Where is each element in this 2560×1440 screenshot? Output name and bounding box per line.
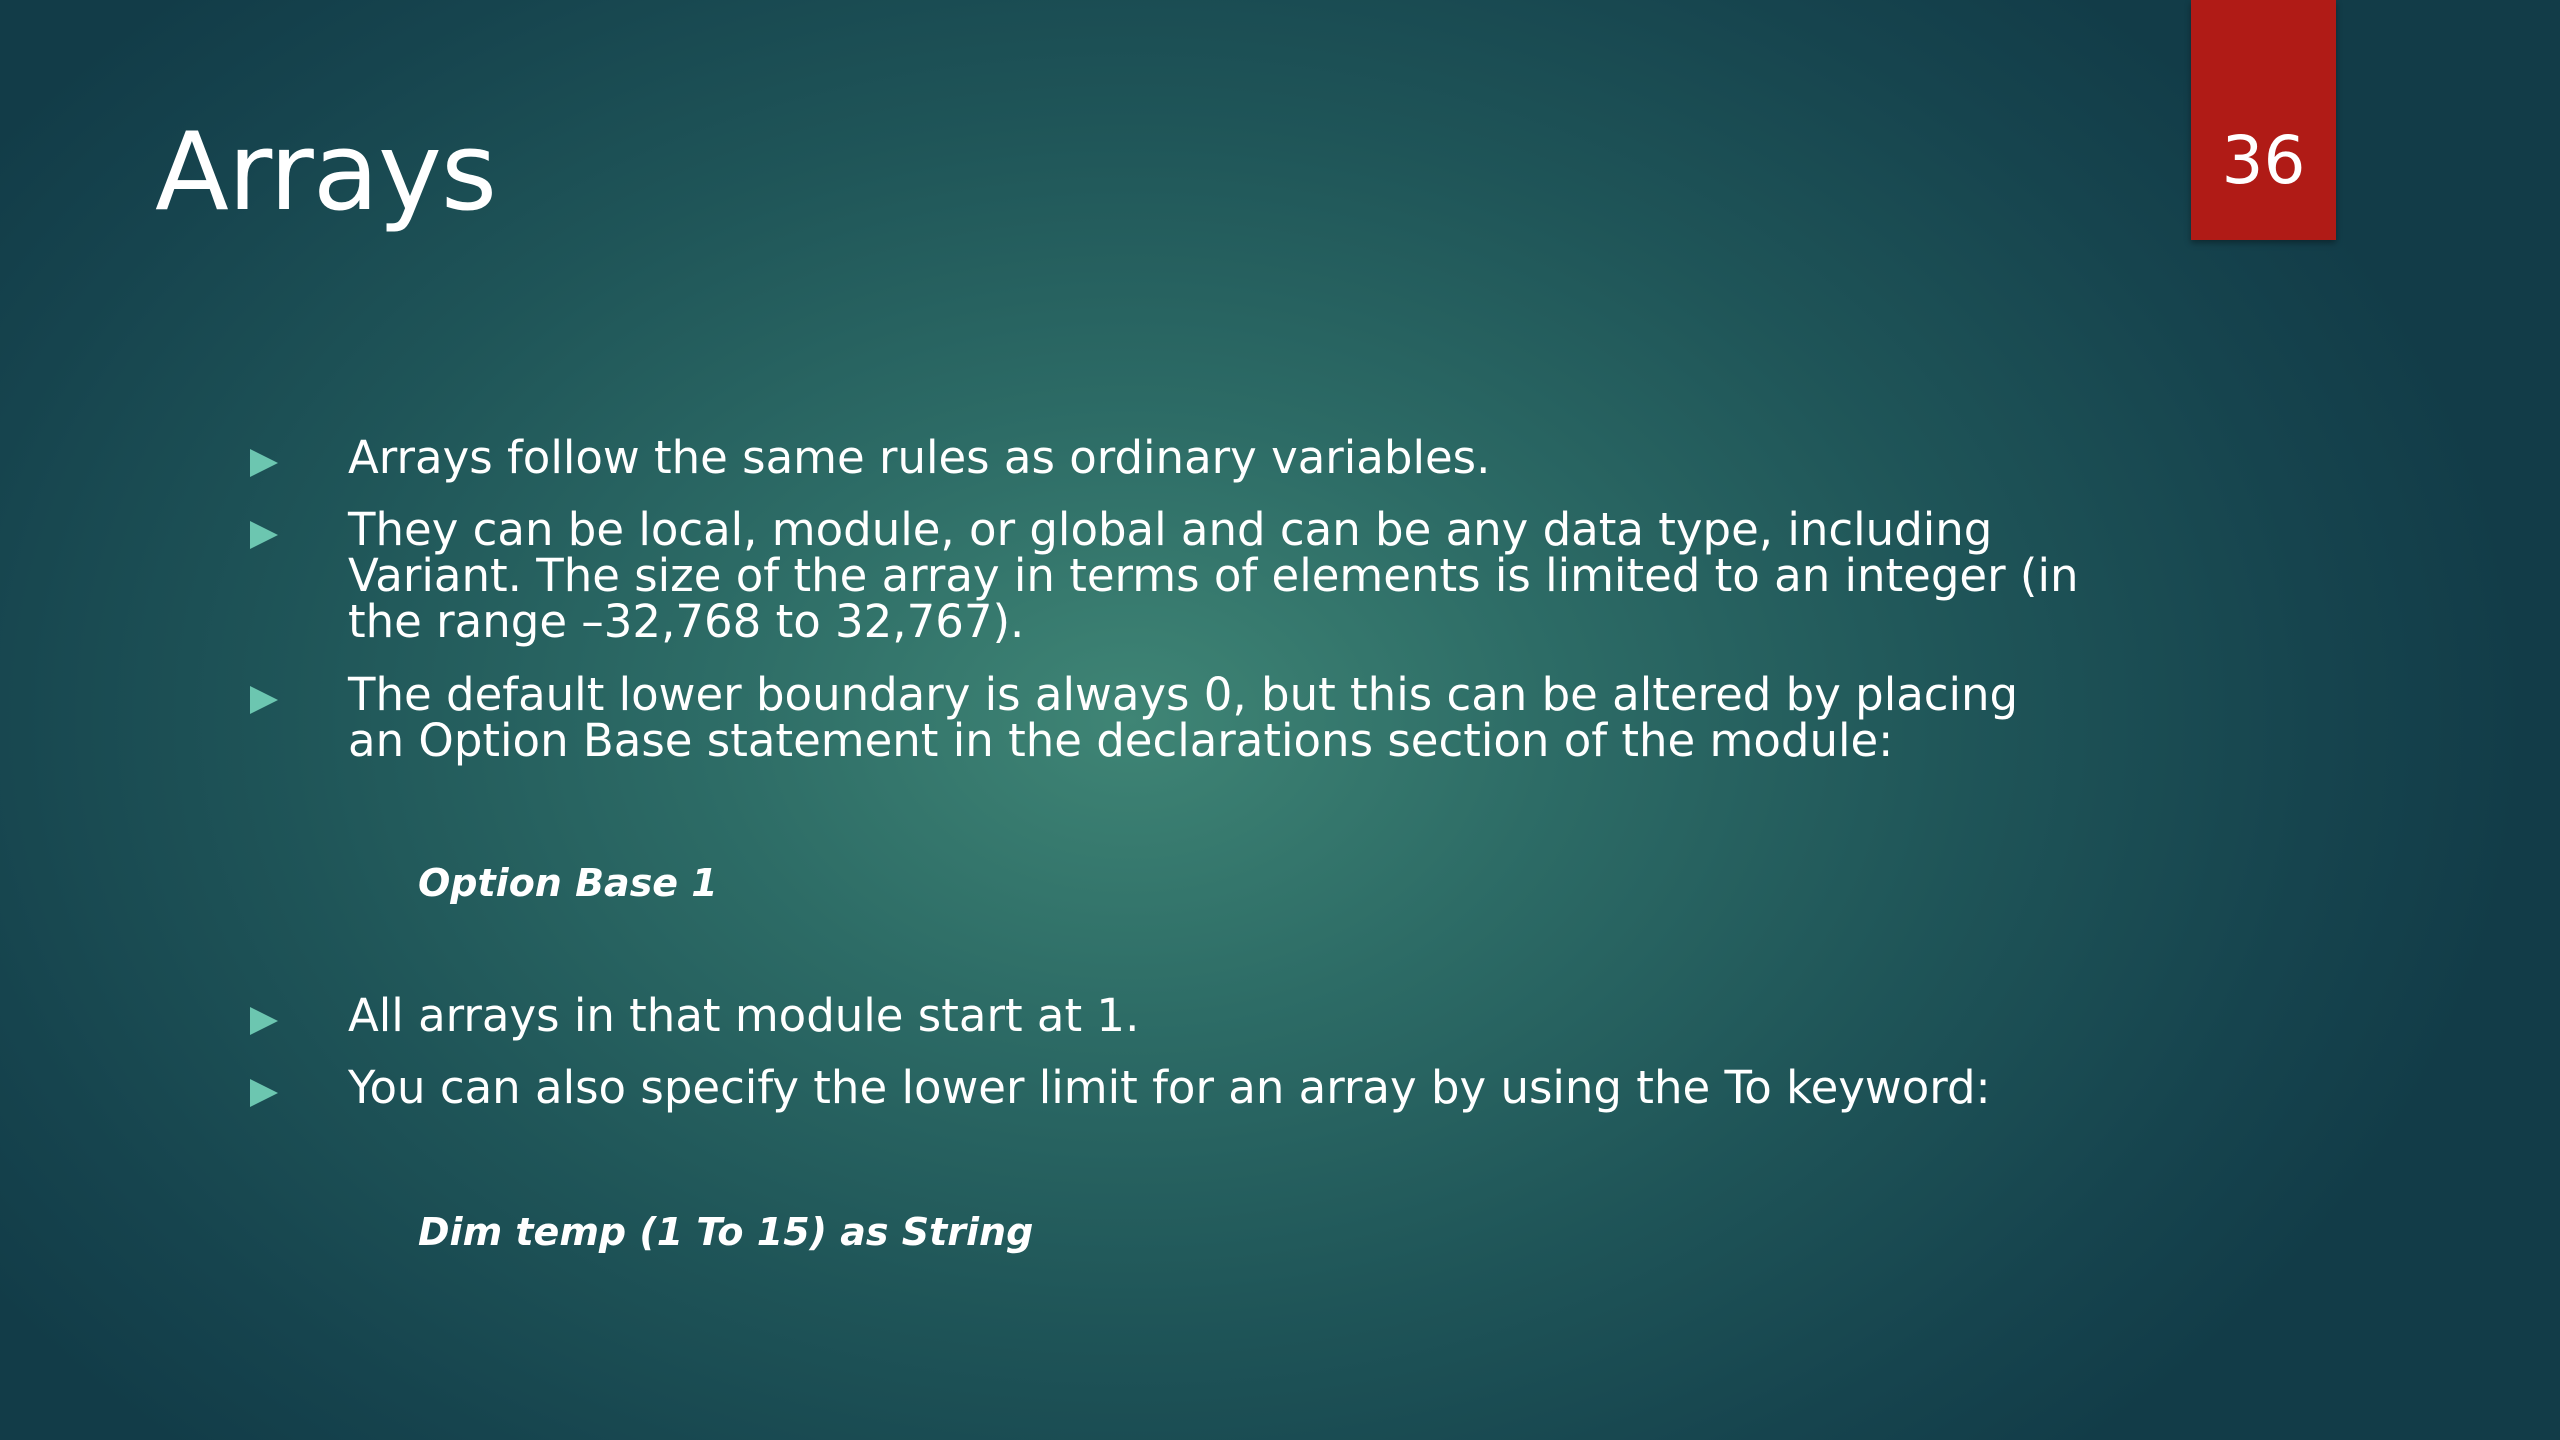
bullet-text: The default lower boundary is always 0, but this can be altered by placing an Option Base statement in the declarations section of the module: (348, 668, 2019, 767)
bullet-item (250, 1061, 2130, 1114)
triangle-right-icon (250, 686, 278, 714)
bullet-item (250, 989, 2130, 1042)
bullet-text: Arrays follow the same rules as ordinary variables. (348, 431, 1491, 484)
bullet-text: They can be local, module, or global and can be any data type, including Variant. The size of the array in terms of elements is limited to an integer (in the range –32,768 to 32,767). (348, 503, 2079, 648)
bullet-text: All arrays in that module start at 1. (348, 989, 1140, 1042)
bullet-text: You can also specify the lower limit for an array by using the To keyword: (348, 1061, 1991, 1114)
bullet-item (250, 503, 2130, 648)
triangle-right-icon (250, 1007, 278, 1035)
bullet-item (250, 668, 2130, 767)
triangle-right-icon (250, 521, 278, 549)
page-number-badge (2191, 0, 2336, 240)
bullet-item (250, 431, 2130, 484)
code-snippet: Dim temp (1 To 15) as String (418, 1210, 1034, 1254)
triangle-right-icon (250, 449, 278, 477)
triangle-right-icon (250, 1079, 278, 1107)
code-snippet: Option Base 1 (418, 861, 718, 905)
slide-title: Arrays (155, 110, 497, 235)
page-number: 36 (2221, 122, 2306, 199)
